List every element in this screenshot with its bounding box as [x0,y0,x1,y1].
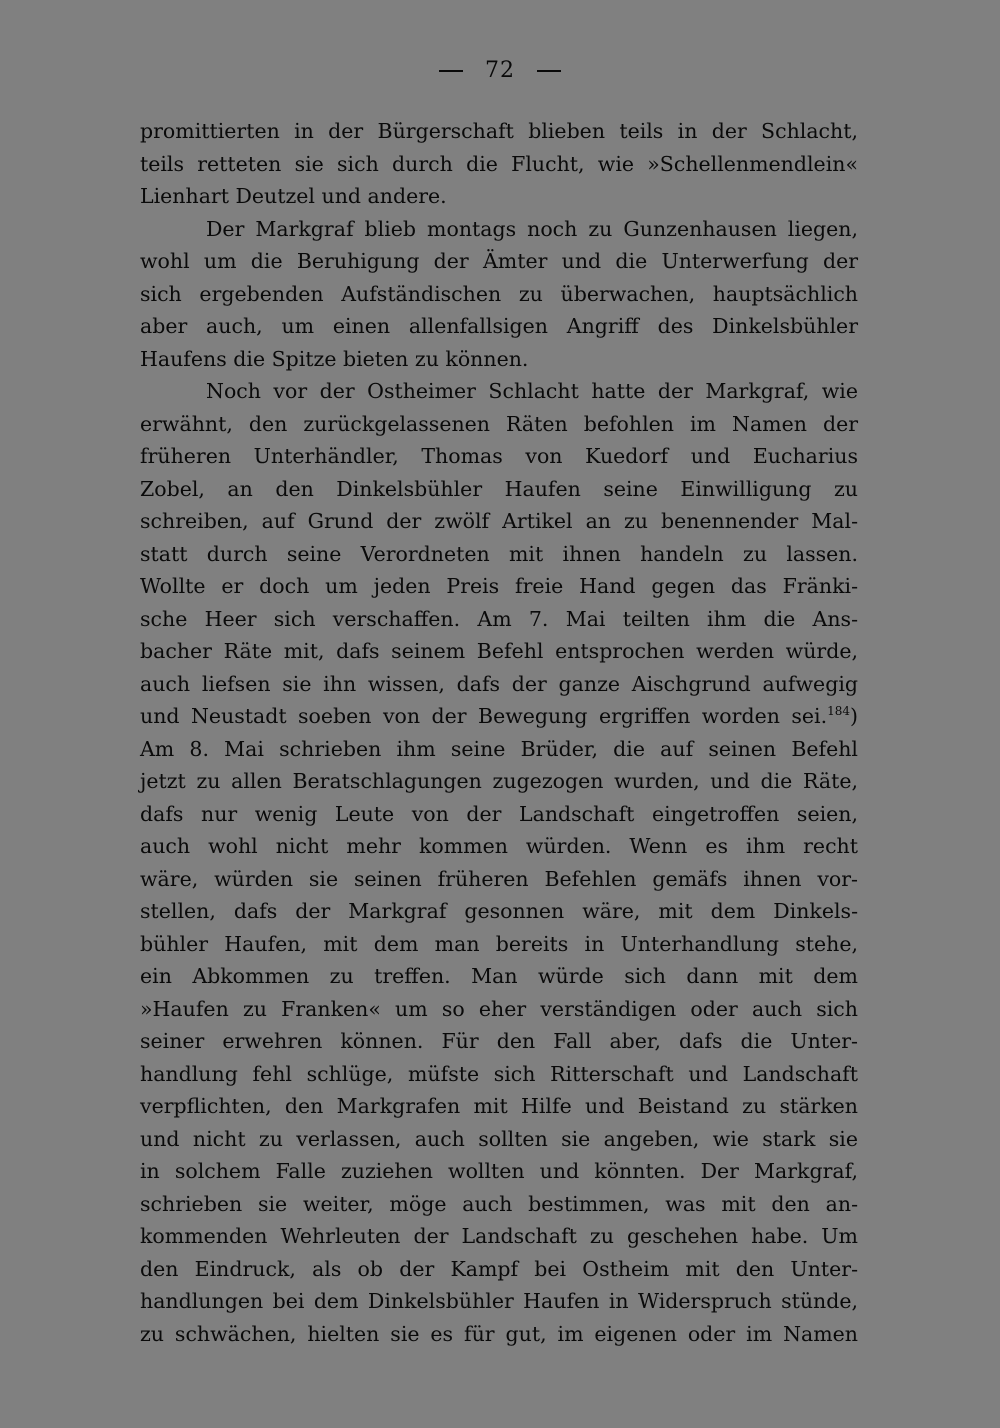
text-line-content: wäre, würden sie seinen früheren Befehlen gemäfs ihnen vor- [140,866,858,891]
page-number: 72 [485,58,515,83]
text-line-content: Lienhart Deutzel und andere. [140,184,447,208]
text-line [140,928,858,961]
text-line [140,538,858,571]
text-line [140,570,858,603]
text-line-content: sche Heer sich verschaffen. Am 7. Mai teilten ihm die Ans- [140,606,858,631]
text-line-content: auch wohl nicht mehr kommen würden. Wenn es ihm recht [140,834,858,858]
text-line-content: handlung fehl schlüge, müfste sich Ritterschaft und Landschaft [140,1061,858,1086]
text-line-content: Der Markgraf blieb montags noch zu Gunzenhausen liegen, [206,216,858,241]
text-line-content: und nicht zu verlassen, auch sollten sie angeben, wie stark sie [140,1126,858,1151]
text-line-content: bacher Räte mit, dafs seinem Befehl entsprochen werden würde, [140,639,858,663]
text-line-content: handlungen bei dem Dinkelsbühler Haufen in Widerspruch stünde, [140,1289,858,1313]
text-line-content: teils retteten sie sich durch die Flucht, wie »Schellenmendlein« [140,151,858,176]
text-line [140,505,858,538]
text-line [140,148,858,181]
text-line-content: dafs nur wenig Leute von der Landschaft eingetroffen seien, [140,801,858,826]
text-line [140,993,858,1026]
text-line-content: in solchem Falle zuziehen wollten und könnten. Der Markgraf, [140,1159,858,1183]
text-line-content: auch liefsen sie ihn wissen, dafs der ganze Aischgrund aufwegig [140,671,858,696]
text-line [140,635,858,668]
text-line-content: Noch vor der Ostheimer Schlacht hatte der Markgraf, wie [206,379,858,403]
text-line [140,213,858,246]
footnote-ref: 184 [827,704,850,719]
text-line [140,1220,858,1253]
text-line [140,700,858,733]
text-line-content: schrieben sie weiter, möge auch bestimmen, was mit den an- [140,1191,858,1216]
text-line [140,733,858,766]
text-line-content: stellen, dafs der Markgraf gesonnen wäre, mit dem Dinkels- [140,899,858,923]
text-line-content: zu schwächen, hielten sie es für gut, im eigenen oder im Namen [140,1321,858,1346]
text-line [140,960,858,993]
text-line [140,1285,858,1318]
text-line [140,440,858,473]
text-line-content: verpflichten, den Markgrafen mit Hilfe und Beistand zu stärken [140,1094,858,1118]
text-line-content: kommenden Wehrleuten der Landschaft zu geschehen habe. Um [140,1224,858,1248]
text-line-content: promittierten in der Bürgerschaft blieben teils in der Schlacht, [140,119,858,143]
text-line [140,668,858,701]
text-line-content: »Haufen zu Franken« um so eher verständigen oder auch sich [140,996,858,1021]
text-line-content: ein Abkommen zu treffen. Man würde sich dann mit dem [140,964,858,988]
text-line-content: Haufens die Spitze bieten zu können. [140,346,529,371]
text-line-content: schreiben, auf Grund der zwölf Artikel an zu benennender Mal- [140,509,858,533]
text-line-content: Am 8. Mai schrieben ihm seine Brüder, die auf seinen Befehl [140,736,858,761]
text-line-content: den Eindruck, als ob der Kampf bei Ostheim mit den Unter- [140,1256,858,1281]
text-line [140,1188,858,1221]
text-line [140,1123,858,1156]
text-line [140,765,858,798]
page-header [0,56,1000,86]
text-line-content: bühler Haufen, mit dem man bereits in Unterhandlung stehe, [140,931,858,956]
text-line [140,115,858,148]
body-text [140,115,858,1350]
text-line [140,1318,858,1351]
text-line-content: jetzt zu allen Beratschlagungen zugezogen wurden, und die Räte, [140,769,858,793]
text-line [140,1155,858,1188]
text-line [140,180,858,213]
text-line [140,895,858,928]
header-dash-left [439,70,463,72]
text-line-content: und Neustadt soeben von der Bewegung ergriffen worden sei. [140,704,828,728]
text-line [140,473,858,506]
text-line [140,863,858,896]
footnote-ref-paren: ) [850,704,858,728]
text-line [140,375,858,408]
text-line [140,245,858,278]
text-line [140,798,858,831]
text-line-content: Zobel, an den Dinkelsbühler Haufen seine Einwilligung zu [140,476,858,501]
header-dash-right [537,70,561,72]
text-line [140,1090,858,1123]
text-line-content: seiner erwehren können. Für den Fall aber, dafs die Unter- [140,1029,858,1053]
text-line [140,1253,858,1286]
text-line-content: erwähnt, den zurückgelassenen Räten befohlen im Namen der [140,411,858,436]
text-line-content: sich ergebenden Aufständischen zu überwachen, hauptsächlich [140,281,858,306]
text-line [140,343,858,376]
text-line-content: wohl um die Beruhigung der Ämter und die Unterwerfung der [140,249,858,273]
text-line-content: früheren Unterhändler, Thomas von Kuedorf und Eucharius [140,444,858,468]
text-line [140,310,858,343]
text-line-content: aber auch, um einen allenfallsigen Angriff des Dinkelsbühler [140,314,858,338]
text-line [140,830,858,863]
text-line [140,1025,858,1058]
text-line-content: statt durch seine Verordneten mit ihnen handeln zu lassen. [140,541,858,566]
text-line [140,278,858,311]
text-line [140,1058,858,1091]
text-line [140,603,858,636]
text-line-content: Wollte er doch um jeden Preis freie Hand gegen das Fränki- [140,574,858,598]
text-line [140,408,858,441]
